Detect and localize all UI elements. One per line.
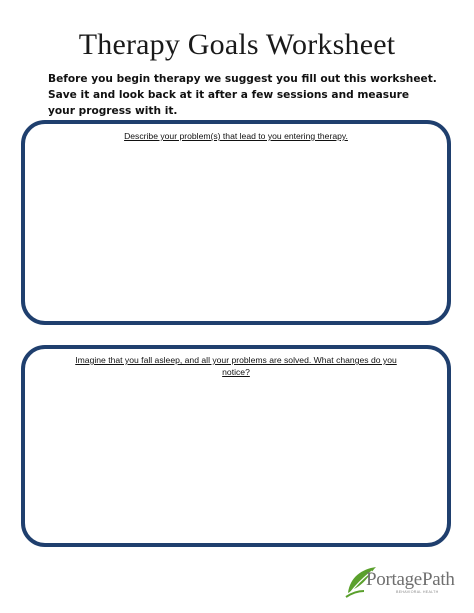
logo-name: PortagePath bbox=[366, 569, 455, 590]
problem-description-box[interactable] bbox=[21, 120, 451, 325]
problem-prompt: Describe your problem(s) that lead to you entering therapy. bbox=[124, 131, 348, 141]
logo-tagline: BEHAVIORAL HEALTH bbox=[396, 590, 439, 594]
page-title: Therapy Goals Worksheet bbox=[78, 28, 396, 61]
miracle-question-box[interactable] bbox=[21, 345, 451, 547]
miracle-prompt: Imagine that you fall asleep, and all your problems are solved. What changes do you notice? bbox=[75, 355, 397, 377]
intro-text: Before you begin therapy we suggest you fill out this worksheet. Save it and look back at it after a few sessions and measure your progress with it. bbox=[48, 73, 437, 117]
portagepath-logo bbox=[344, 563, 464, 603]
